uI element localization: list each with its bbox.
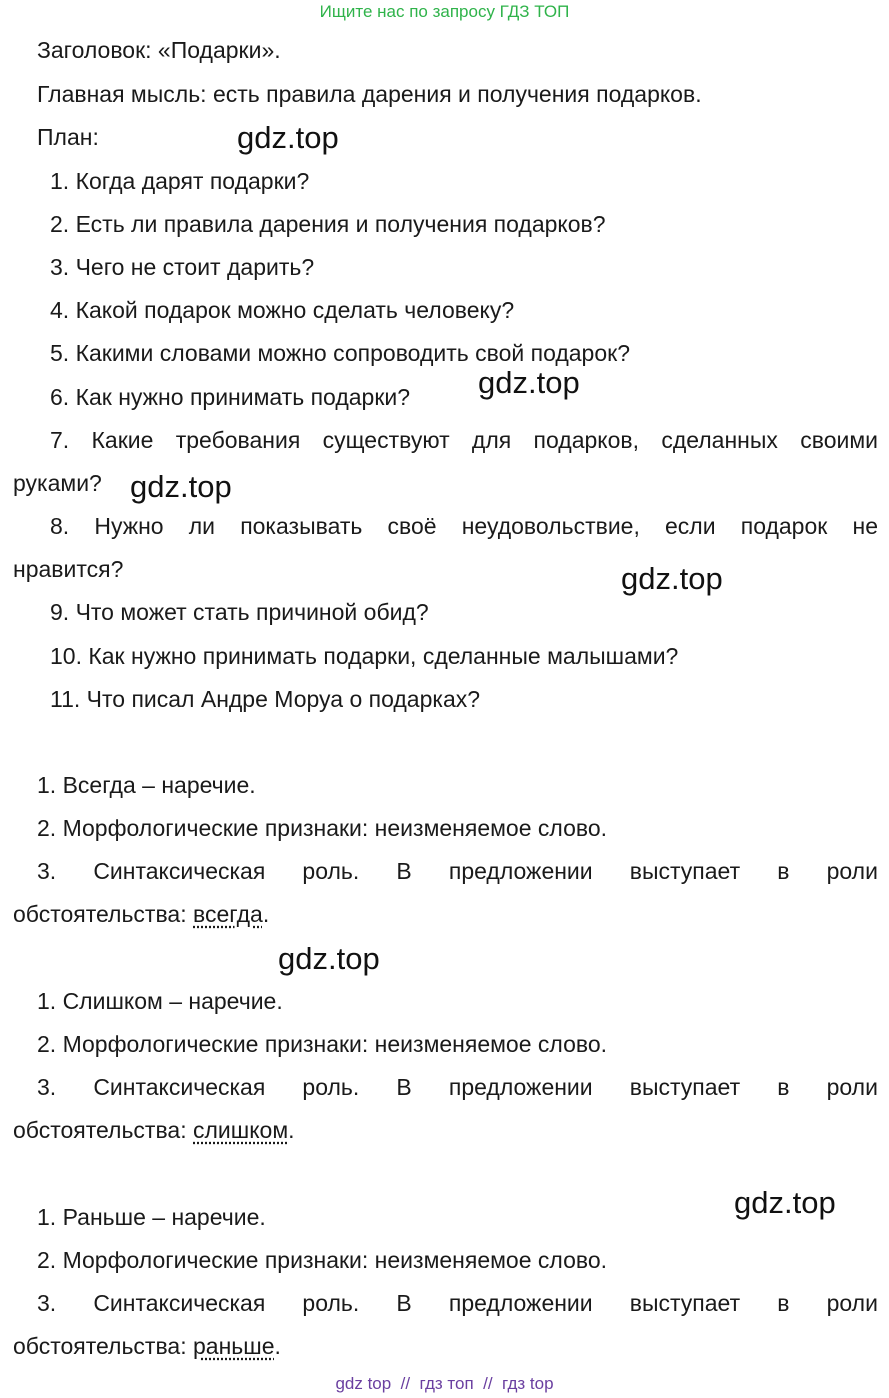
- period: .: [274, 1333, 281, 1359]
- underlined-word: слишком: [193, 1117, 289, 1143]
- word: не: [852, 513, 878, 539]
- plan-item: 10. Как нужно принимать подарки, сделанные малышами?: [50, 643, 679, 669]
- analysis-line: 2. Морфологические признаки: неизменяемое слово.: [37, 1031, 608, 1057]
- word: если: [665, 513, 716, 539]
- plan-item: 4. Какой подарок можно сделать человеку?: [50, 297, 515, 323]
- role-prefix: обстоятельства:: [13, 901, 194, 927]
- watermark: gdz.top: [237, 120, 339, 155]
- analysis-syntax-line: [37, 1288, 878, 1318]
- word: сделанных: [661, 427, 778, 453]
- word: 7.: [50, 427, 70, 453]
- analysis-line: 1. Слишком – наречие.: [37, 988, 283, 1014]
- plan-item-8: [50, 511, 878, 541]
- analysis-syntax-line: [37, 856, 878, 886]
- analysis-syntax-line: [37, 1072, 878, 1102]
- word: предложении: [448, 1074, 593, 1100]
- word: ли: [188, 513, 216, 539]
- plan-item: 11. Что писал Андре Моруа о подарках?: [50, 686, 481, 712]
- word: подарков,: [533, 427, 639, 453]
- word: неудовольствие,: [461, 513, 640, 539]
- word: требования: [175, 427, 301, 453]
- watermark: gdz.top: [478, 365, 580, 400]
- plan-item: 6. Как нужно принимать подарки?: [50, 384, 411, 410]
- role-prefix: обстоятельства:: [13, 1333, 194, 1359]
- word: Синтаксическая: [93, 858, 266, 884]
- plan-item: 3. Чего не стоит дарить?: [50, 254, 315, 280]
- plan-item: 1. Когда дарят подарки?: [50, 168, 310, 194]
- period: .: [288, 1117, 295, 1143]
- main-idea: Главная мысль: есть правила дарения и получения подарков.: [37, 81, 702, 107]
- word: Нужно: [94, 513, 164, 539]
- word: В: [396, 1074, 412, 1100]
- plan-label: План:: [37, 124, 99, 150]
- footer-links: gdz top // гдз топ // гдз top: [335, 1374, 554, 1393]
- word: 3.: [37, 1074, 57, 1100]
- plan-item-7-cont: руками?: [13, 470, 102, 496]
- word: 3.: [37, 858, 57, 884]
- top-banner: Ищите нас по запросу ГДЗ ТОП: [319, 2, 570, 21]
- word: в: [777, 858, 790, 884]
- word: роль.: [302, 858, 360, 884]
- analysis-line: 1. Раньше – наречие.: [37, 1204, 266, 1230]
- word: роль.: [302, 1074, 360, 1100]
- word: своё: [387, 513, 437, 539]
- analysis-role-line: [13, 1331, 281, 1361]
- period: .: [262, 901, 270, 927]
- analysis-role-line: [13, 899, 269, 929]
- plan-item: 5. Какими словами можно сопроводить свой подарок?: [50, 340, 630, 366]
- word: существуют: [322, 427, 450, 453]
- word: Синтаксическая: [93, 1290, 266, 1316]
- plan-item: 9. Что может стать причиной обид?: [50, 599, 429, 625]
- word: подарок: [740, 513, 828, 539]
- word: выступает: [629, 858, 741, 884]
- word: в: [777, 1290, 790, 1316]
- word: роли: [826, 858, 878, 884]
- word: В: [396, 1290, 412, 1316]
- analysis-line: 2. Морфологические признаки: неизменяемое слово.: [37, 815, 608, 841]
- word: для: [471, 427, 512, 453]
- word: В: [396, 858, 412, 884]
- analysis-line: 1. Всегда – наречие.: [37, 772, 256, 798]
- word: в: [777, 1074, 790, 1100]
- word: роли: [826, 1074, 878, 1100]
- word: выступает: [629, 1074, 741, 1100]
- analysis-line: 2. Морфологические признаки: неизменяемое слово.: [37, 1247, 608, 1273]
- plan-item-7: [50, 425, 878, 455]
- word: показывать: [240, 513, 363, 539]
- word: выступает: [629, 1290, 741, 1316]
- word: роль.: [302, 1290, 360, 1316]
- role-prefix: обстоятельства:: [13, 1117, 194, 1143]
- word: роли: [826, 1290, 878, 1316]
- word: 8.: [50, 513, 70, 539]
- word: 3.: [37, 1290, 57, 1316]
- plan-item-8-cont: нравится?: [13, 556, 124, 582]
- underlined-word: раньше: [193, 1333, 275, 1359]
- word: предложении: [448, 1290, 593, 1316]
- analysis-role-line: [13, 1115, 295, 1145]
- word: Какие: [91, 427, 154, 453]
- watermark: gdz.top: [734, 1185, 836, 1220]
- word: своими: [800, 427, 878, 453]
- watermark: gdz.top: [278, 941, 380, 976]
- plan-item: 2. Есть ли правила дарения и получения подарков?: [50, 211, 606, 237]
- watermark: gdz.top: [130, 469, 232, 504]
- underlined-word: всегда: [193, 901, 263, 927]
- word: Синтаксическая: [93, 1074, 266, 1100]
- word: предложении: [448, 858, 593, 884]
- title-line: Заголовок: «Подарки».: [37, 37, 281, 63]
- watermark: gdz.top: [621, 561, 723, 596]
